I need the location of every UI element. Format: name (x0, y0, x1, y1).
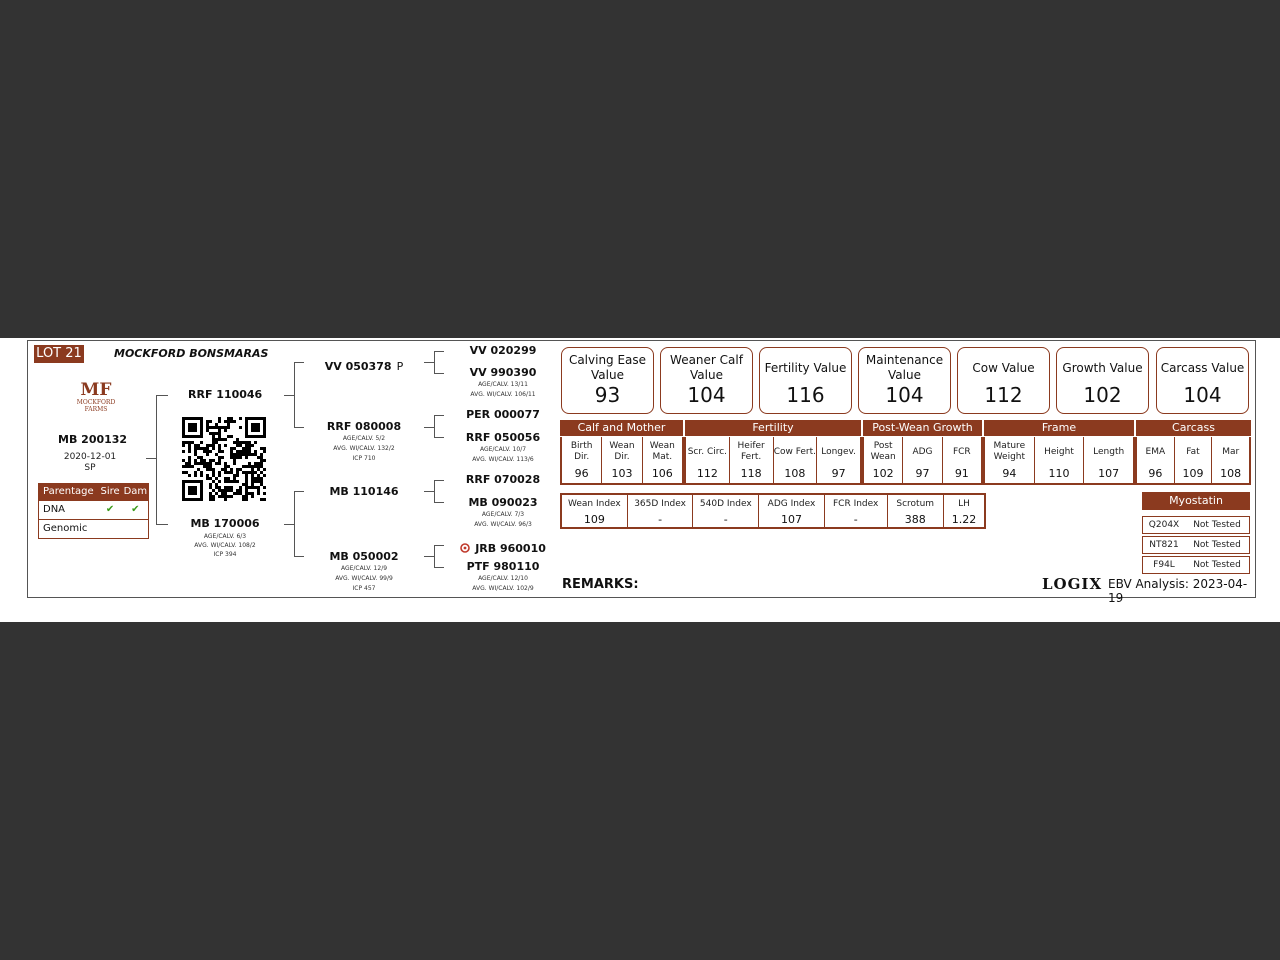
dd-avg-wi: AVG. WI/CALV. 99/9 (335, 575, 393, 582)
parentage-row-label: DNA (43, 504, 66, 515)
value-box (660, 347, 753, 414)
myostatin-status: Not Tested (1193, 540, 1241, 550)
ebv-value: 96 (574, 467, 589, 480)
sss-id: VV 020299 (469, 344, 537, 357)
value-label: Fertility Value (764, 360, 847, 375)
value-number: 116 (786, 383, 825, 407)
parentage-header-dam: Dam (123, 486, 148, 497)
group-header-frame: Frame (984, 420, 1134, 436)
value-box (1156, 347, 1249, 414)
pedigree-connector (434, 437, 444, 438)
animal-code: SP (84, 463, 96, 473)
index-cell (824, 495, 887, 527)
ebv-group-post-wean (862, 437, 983, 485)
sire-check-icon: ✔ (105, 504, 115, 515)
pedigree-connector (424, 362, 434, 363)
dds-block (458, 537, 548, 556)
myostatin-gene: Q204X (1148, 520, 1180, 530)
index-label: 365D Index (634, 498, 686, 509)
index-cell (943, 495, 984, 527)
value-box (759, 347, 852, 414)
ss-id: VV 050378 (324, 360, 392, 373)
parentage-header-label: Parentage (43, 486, 94, 497)
sire-id: RRF 110046 (188, 388, 263, 401)
ebv-label: Longev. (821, 446, 857, 457)
dd-icp: ICP 457 (352, 585, 376, 592)
group-header-post-wean: Post-Wean Growth (863, 420, 982, 436)
ebv-value: 97 (915, 467, 930, 480)
pedigree-connector (294, 362, 304, 363)
ebv-value: 109 (1182, 467, 1204, 480)
ebv-cell (1083, 437, 1133, 483)
dam-icp: ICP 394 (213, 551, 237, 558)
ebv-value: 102 (872, 467, 894, 480)
lot-badge: LOT 21 (34, 345, 84, 363)
index-table (560, 493, 986, 529)
value-box (561, 347, 654, 414)
pedigree-connector (434, 567, 444, 568)
sd-icp: ICP 710 (352, 455, 376, 462)
ebv-cell (816, 437, 860, 483)
parentage-row-dam (123, 520, 148, 538)
index-value: - (853, 513, 858, 526)
ebv-cell (942, 437, 981, 483)
pedigree-connector (294, 556, 304, 557)
sds-id: PER 000077 (466, 408, 540, 421)
dds-id: JRB 960010 (475, 542, 546, 555)
pedigree-connector (434, 480, 435, 503)
myostatin-title: Myostatin (1142, 492, 1250, 510)
index-value: - (658, 513, 663, 526)
ssd-age-calv: AGE/CALV. 13/11 (478, 381, 528, 388)
ebv-cell (902, 437, 941, 483)
sd-age-calv: AGE/CALV. 5/2 (342, 435, 386, 442)
ebv-cell (562, 437, 601, 483)
ebv-analysis-date: EBV Analysis: 2023-04-19 (1108, 577, 1248, 605)
myostatin-gene: F94L (1153, 560, 1175, 570)
pedigree-connector (424, 491, 434, 492)
ebv-label: Wean Mat. (649, 441, 675, 462)
pedigree-connector (424, 556, 434, 557)
ebv-group-fertility (684, 437, 862, 485)
ebv-value: 106 (651, 467, 673, 480)
ebv-cell (601, 437, 641, 483)
remarks-label: REMARKS: (562, 577, 639, 592)
pedigree-connector (434, 545, 435, 568)
sale-lot-card (27, 340, 1256, 605)
ebv-label: Height (1044, 446, 1074, 457)
pedigree-connector (434, 351, 444, 352)
parentage-header (39, 484, 148, 500)
index-label: ADG Index (767, 498, 816, 509)
dd-id: MB 050002 (329, 550, 399, 563)
logo-text: MOCKFORD FARMS (76, 399, 116, 413)
ebv-value: 94 (1002, 467, 1017, 480)
ssd-avg-wi: AVG. WI/CALV. 106/11 (470, 391, 536, 398)
pedigree-connector (434, 415, 435, 438)
ebv-value: 96 (1148, 467, 1163, 480)
pedigree-connector (284, 395, 294, 396)
ddd-age-calv: AGE/CALV. 12/10 (478, 575, 528, 582)
pedigree-connector (434, 480, 444, 481)
myostatin-row (1142, 536, 1250, 554)
index-label: FCR Index (833, 498, 879, 509)
ssd-id: VV 990390 (469, 366, 537, 379)
group-header-calf-mother: Calf and Mother (560, 420, 683, 436)
value-label: Maintenance Value (865, 353, 944, 382)
sd-id: RRF 080008 (326, 420, 402, 433)
index-label: 540D Index (699, 498, 752, 509)
sdd-id: RRF 050056 (465, 431, 541, 444)
pedigree-connector (434, 415, 444, 416)
value-box (1056, 347, 1149, 414)
pedigree-connector (434, 502, 444, 503)
ebv-cell (773, 437, 817, 483)
index-value: 107 (781, 513, 803, 526)
pedigree-connector (156, 395, 168, 396)
pedigree-connector (294, 491, 295, 557)
ebv-value: 118 (740, 467, 762, 480)
ebv-label: ADG (912, 446, 933, 457)
pedigree-connector (284, 524, 294, 525)
ss-block (324, 355, 404, 374)
sdd-age-calv: AGE/CALV. 10/7 (479, 446, 527, 453)
farm-name: MOCKFORD BONSMARAS (114, 347, 269, 360)
ebv-label: FCR (952, 446, 971, 457)
pedigree-connector (156, 395, 157, 525)
ebv-label: Scr. Circ. (687, 446, 728, 457)
value-number: 104 (885, 383, 924, 407)
logo-mark: MF (80, 380, 112, 400)
myostatin-status: Not Tested (1193, 560, 1241, 570)
ebv-value: 103 (611, 467, 633, 480)
value-box (858, 347, 951, 414)
sdd-avg-wi: AVG. WI/CALV. 113/6 (472, 456, 534, 463)
pedigree-connector (434, 373, 444, 374)
ebv-value: 108 (1220, 467, 1242, 480)
index-cell (562, 495, 627, 527)
value-label: Weaner Calf Value (670, 353, 743, 382)
value-label: Calving Ease Value (568, 353, 647, 382)
qr-code-graphic (182, 417, 266, 501)
group-header-fertility: Fertility (685, 420, 861, 436)
ebv-cell (864, 437, 902, 483)
parentage-row-sire (97, 520, 122, 538)
ebv-label: Heifer Fert. (737, 441, 765, 462)
pedigree-connector (434, 351, 435, 373)
index-value: - (723, 513, 728, 526)
index-value: 109 (583, 513, 605, 526)
ds-id: MB 110146 (329, 485, 399, 498)
ebv-group-frame (983, 437, 1135, 485)
myostatin-table (1142, 492, 1250, 574)
index-label: Wean Index (567, 498, 621, 509)
ebv-cell (1211, 437, 1249, 483)
pedigree-connector (424, 427, 434, 428)
dss-id: RRF 070028 (465, 473, 541, 486)
index-cell (887, 495, 943, 527)
ebv-value: 108 (784, 467, 806, 480)
value-label: Growth Value (1062, 360, 1143, 375)
dam-check-icon: ✔ (131, 504, 140, 515)
ebv-value: 107 (1098, 467, 1120, 480)
ebv-label: EMA (1145, 446, 1166, 457)
parentage-row-label: Genomic (43, 523, 88, 534)
ebv-label: Mar (1222, 446, 1240, 457)
group-header-carcass: Carcass (1136, 420, 1251, 436)
index-cell (692, 495, 758, 527)
ddd-id: PTF 980110 (466, 560, 540, 573)
ebv-label: Cow Fert. (773, 446, 817, 457)
dsd-avg-wi: AVG. WI/CALV. 96/3 (474, 521, 532, 528)
dam-avg-wi: AVG. WI/CALV. 108/2 (194, 542, 256, 549)
target-icon (460, 543, 470, 553)
parentage-row (39, 519, 148, 538)
ebv-cell (686, 437, 729, 483)
value-number: 93 (594, 383, 621, 407)
myostatin-gene: NT821 (1149, 540, 1179, 550)
animal-dob: 2020-12-01 (63, 452, 117, 462)
parentage-row (39, 500, 148, 519)
ebv-cell (1174, 437, 1212, 483)
ebv-value: 91 (954, 467, 969, 480)
index-value: 388 (904, 513, 926, 526)
ebv-group-calf-mother (560, 437, 684, 485)
myostatin-row (1142, 516, 1250, 534)
ebv-cell (1137, 437, 1174, 483)
ebv-cell (1034, 437, 1084, 483)
ebv-value: 112 (696, 467, 718, 480)
ebv-label: Mature Weight (993, 441, 1026, 462)
value-label: Carcass Value (1160, 360, 1245, 375)
ebv-group-carcass (1135, 437, 1251, 485)
ebv-label: Post Wean (870, 441, 896, 462)
animal-id: MB 200132 (58, 433, 128, 446)
index-cell (758, 495, 824, 527)
dam-id: MB 170006 (190, 517, 260, 530)
ebv-label: Birth Dir. (570, 441, 593, 462)
ebv-cell (729, 437, 773, 483)
parentage-header-sire: Sire (100, 486, 120, 497)
index-label: Scrotum (896, 498, 935, 509)
index-value: 1.22 (951, 513, 977, 526)
dam-age-calv: AGE/CALV. 6/3 (203, 533, 247, 540)
myostatin-row (1142, 556, 1250, 574)
pedigree-connector (294, 362, 295, 428)
ddd-avg-wi: AVG. WI/CALV. 102/9 (472, 585, 534, 592)
logix-logo: LOGIX (1042, 575, 1103, 593)
pedigree-connector (294, 427, 304, 428)
index-cell (627, 495, 693, 527)
value-number: 104 (1183, 383, 1222, 407)
farm-logo (74, 381, 118, 413)
ebv-cell (642, 437, 682, 483)
value-number: 102 (1083, 383, 1122, 407)
parentage-table (38, 483, 149, 539)
pedigree-connector (294, 491, 304, 492)
value-number: 104 (687, 383, 726, 407)
ebv-label: Wean Dir. (609, 441, 635, 462)
dsd-age-calv: AGE/CALV. 7/3 (481, 511, 525, 518)
sd-avg-wi: AVG. WI/CALV. 132/2 (333, 445, 395, 452)
dsd-id: MB 090023 (468, 496, 538, 509)
dd-age-calv: AGE/CALV. 12/9 (340, 565, 388, 572)
value-box (957, 347, 1050, 414)
ebv-value: 110 (1048, 467, 1070, 480)
ebv-label: Length (1093, 446, 1125, 457)
ebv-label: Fat (1186, 446, 1200, 457)
qr-code (182, 417, 266, 501)
ebv-value: 97 (831, 467, 846, 480)
pedigree-connector (156, 524, 168, 525)
pedigree-connector (146, 458, 156, 459)
ebv-cell (985, 437, 1034, 483)
value-number: 112 (984, 383, 1023, 407)
value-label: Cow Value (972, 360, 1035, 375)
myostatin-status: Not Tested (1193, 520, 1241, 530)
index-label: LH (958, 498, 970, 509)
pedigree-connector (434, 545, 444, 546)
ss-mark: P (396, 360, 404, 373)
